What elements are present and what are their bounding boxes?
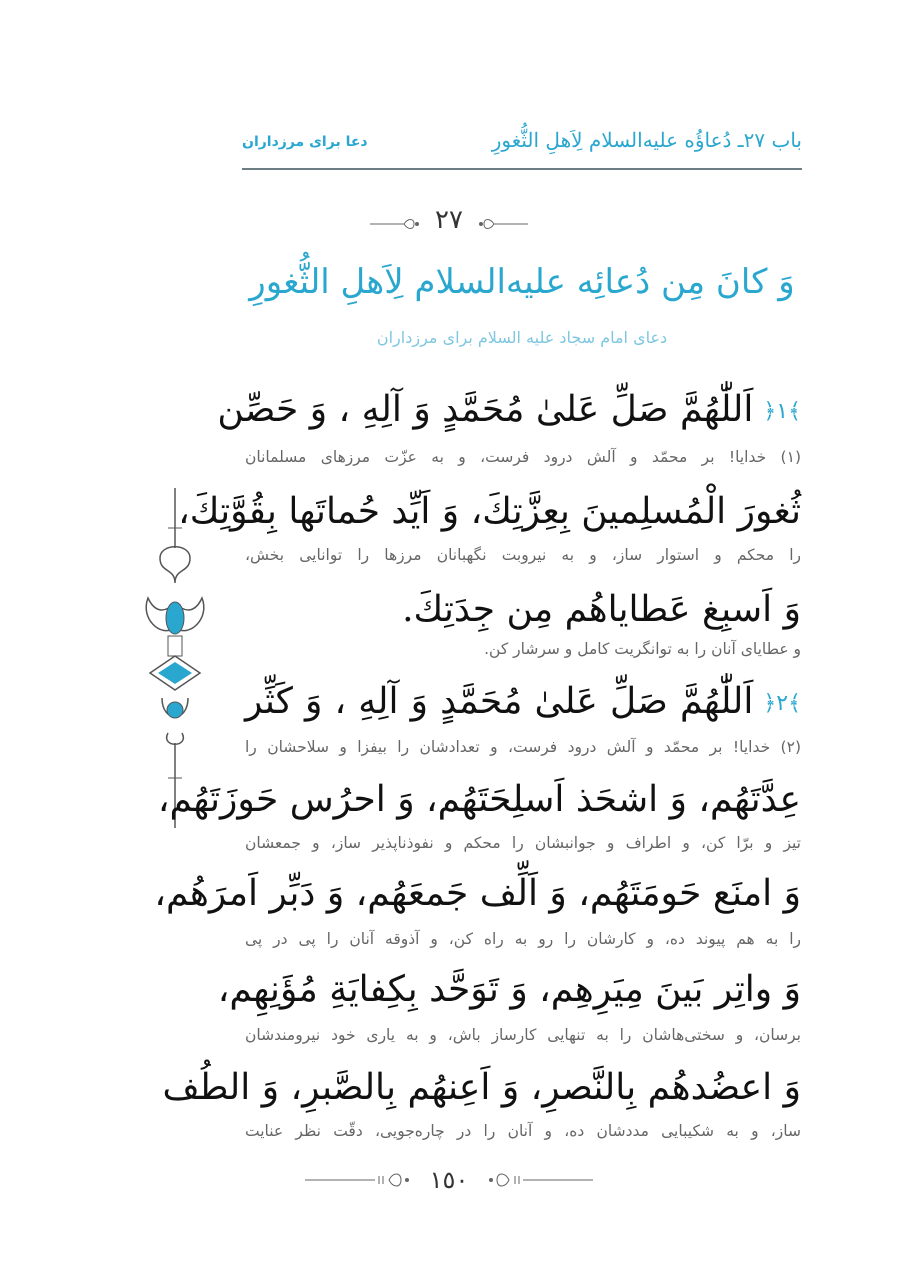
translation-line: (١) خدایا! بر محمّد و آلش درود فرست، و به عزّت مرزهای مسلمانان: [245, 448, 801, 466]
arabic-line: [217, 384, 801, 436]
arabic-line: وَ اعضُدهُم بِالنَّصرِ، وَ اَعِنهُم بِالصَّبرِ، وَ الطُف: [162, 1067, 801, 1108]
translation-line: برسان، و سختی‌هاشان را به تنهایی کارساز باش، و به یاری خود نیرومندشان: [245, 1026, 801, 1044]
book-title: باب ٢٧ـ دُعاؤُه علیه‌السلام لِاَهلِ الثُّغورِ: [491, 128, 802, 152]
running-header: [242, 128, 802, 164]
arabic-line: عِدَّتَهُم، وَ اشحَذ اَسلِحَتَهُم، وَ احرُس حَوزَتَهُم،: [157, 779, 801, 820]
translation-line: را محکم و استوار ساز، و به نیروبت نگهبانان مرزها را توانایی بخش،: [245, 546, 801, 564]
chapter-number: ٢٧: [435, 205, 463, 235]
chapter-number-block: [0, 205, 898, 239]
verse-marker-icon: ﴾١﴿: [763, 399, 801, 424]
page-number: ١٥٠: [429, 1166, 469, 1194]
translation-line: (٢) خدایا! بر محمّد و آلش درود فرست، و تعدادشان را بیفزا و سلاحشان را: [245, 738, 801, 756]
translation-line: ساز، و به شکیبایی مددشان ده، و آنان را در چاره‌جویی، دقّت نظر عنایت: [245, 1122, 801, 1140]
translation-line: تیز و برّا کن، و اطراف و جوانبشان را محکم و نفوذناپذیر ساز، و جمعشان: [245, 834, 801, 852]
header-divider: [242, 168, 802, 170]
translation-line: را به هم پیوند ده، و کارشان را رو به راه کن، و آذوقه آنان را پی در پی: [245, 930, 801, 948]
arabic-line: ثُغورَ الْمُسلِمينَ بِعِزَّتِكَ، وَ اَيِّد حُماتَها بِقُوَّتِكَ،: [178, 491, 801, 532]
arabic-text: اَللّٰهُمَّ صَلِّ عَلىٰ مُحَمَّدٍ وَ آلِهِ ، وَ حَصِّن: [217, 389, 754, 430]
chapter-ornament-icon: [370, 216, 420, 232]
verse-marker-icon: ﴾٢﴿: [763, 691, 801, 716]
arabic-line: وَ واتِر بَينَ مِيَرِهِم، وَ تَوَحَّد بِكِفايَةِ مُؤَنِهِم،: [217, 969, 801, 1010]
page-ornament-icon: [483, 1170, 593, 1190]
chapter-title-persian: دعای امام سجاد علیه السلام برای مرزداران: [376, 328, 668, 347]
arabic-line: وَ امنَع حَومَتَهُم، وَ اَلِّف جَمعَهُم، وَ دَبِّر اَمرَهُم،: [154, 873, 801, 914]
arabic-line: وَ اَسبِغ عَطاياهُم مِن جِدَتِكَ.: [402, 589, 801, 630]
arabic-text: اَللّٰهُمَّ صَلِّ عَلىٰ مُحَمَّدٍ وَ آلِهِ ، وَ كَثِّر: [245, 681, 754, 722]
translation-line: و عطایای آنان را به توانگریت کامل و سرشار کن.: [484, 640, 801, 658]
page-footer: [0, 1166, 898, 1206]
chapter-title-arabic: وَ كانَ مِن دُعائِه علیه‌السلام لِاَهلِ الثُّغورِ: [249, 262, 795, 302]
section-title: دعا برای مرزداران: [242, 134, 368, 150]
arabic-line: [245, 676, 801, 728]
page-ornament-icon: [305, 1170, 415, 1190]
chapter-ornament-icon: [478, 216, 528, 232]
